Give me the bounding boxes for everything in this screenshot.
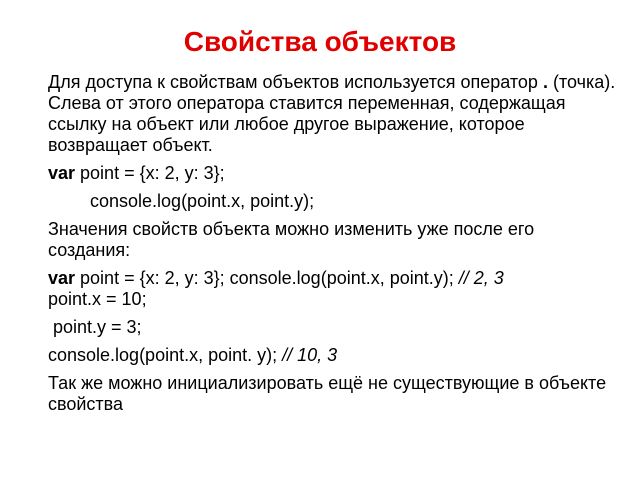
code-line-console-log: console.log(point.x, point.y); [90,191,315,211]
paragraph-text: (точка). Слева от этого оператора ставится переменная, содержащая ссылку на объект или любое другое выражение, которое возвращает объект. [48,72,616,155]
code-line-assign-y: point.y = 3; [53,317,142,337]
code-line-console-log-2 [48,345,618,366]
code-comment: // 2, 3 [458,268,504,288]
dot-operator: . [542,72,548,92]
code-text: console.log(point.x, point. y); [48,345,283,365]
slide-title: Свойства объектов [183,26,457,57]
paragraph-initialize-properties: Так же можно инициализировать ещё не существующие в объекте свойства [48,373,607,414]
paragraph-text: Для доступа к свойствам объектов используется оператор [48,72,543,92]
code-line-var-point [48,163,618,184]
paragraph-property-access [48,72,618,156]
code-line-var-point-2 [48,268,618,310]
code-text: point = {x: 2, y: 3}; [75,163,225,183]
code-text: point.x = 10; [48,289,147,309]
keyword-var: var [48,163,76,183]
code-text: point = {x: 2, y: 3}; console.log(point.x, point.y); [75,268,459,288]
slide-body [48,72,618,422]
code-comment: // 10, 3 [282,345,338,365]
paragraph-modify-properties: Значения свойств объекта можно изменить уже после его создания: [48,219,535,260]
keyword-var: var [48,268,76,288]
